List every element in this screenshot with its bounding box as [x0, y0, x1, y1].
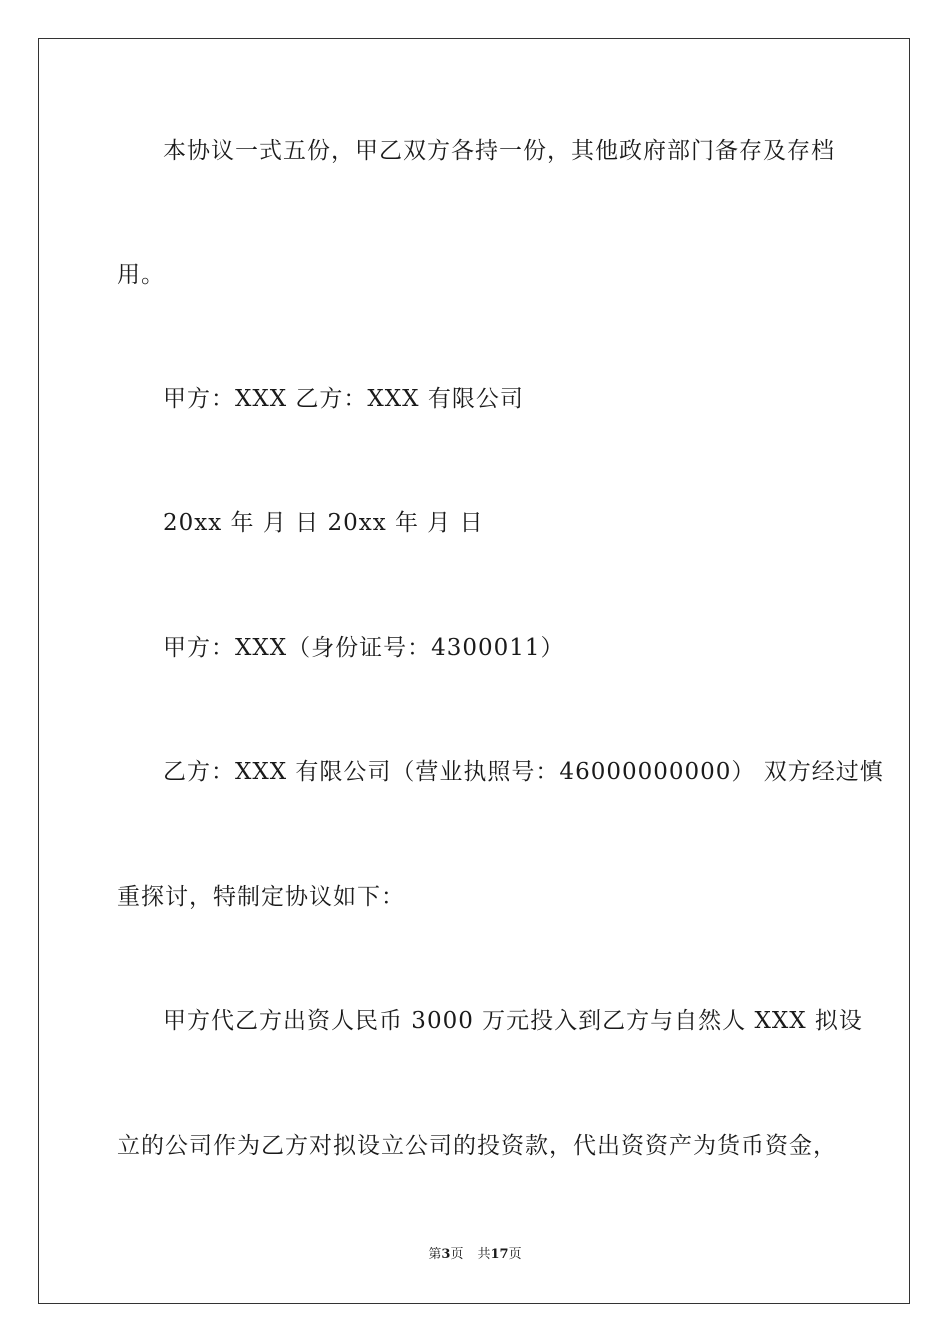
paragraph-line: 甲方：XXX 乙方：XXX 有限公司	[163, 386, 524, 412]
paragraph-line: 甲方：XXX（身份证号：4300011）	[163, 635, 565, 661]
paragraph-line: 重探讨，特制定协议如下：	[117, 884, 405, 910]
footer-page-number: 3	[441, 1247, 451, 1262]
paragraph-line: 20xx 年 月 日 20xx 年 月 日	[163, 510, 484, 536]
paragraph-line: 乙方：XXX 有限公司（营业执照号：46000000000） 双方经过慎	[163, 759, 884, 785]
paragraph-line: 本协议一式五份，甲乙双方各持一份，其他政府部门备存及存档	[163, 138, 835, 164]
footer-page-prefix: 第	[428, 1247, 442, 1262]
footer-total-prefix: 共	[477, 1247, 491, 1262]
page-footer	[0, 1246, 950, 1264]
footer-total-pages: 17	[490, 1247, 509, 1262]
paragraph-line: 甲方代乙方出资人民币 3000 万元投入到乙方与自然人 XXX 拟设	[163, 1008, 863, 1034]
page-border	[38, 38, 910, 1304]
footer-page-suffix: 页	[450, 1247, 464, 1262]
paragraph-line: 立的公司作为乙方对拟设立公司的投资款，代出资资产为货币资金，	[117, 1133, 837, 1159]
paragraph-line: 用。	[117, 262, 165, 288]
footer-total-suffix: 页	[508, 1247, 522, 1262]
